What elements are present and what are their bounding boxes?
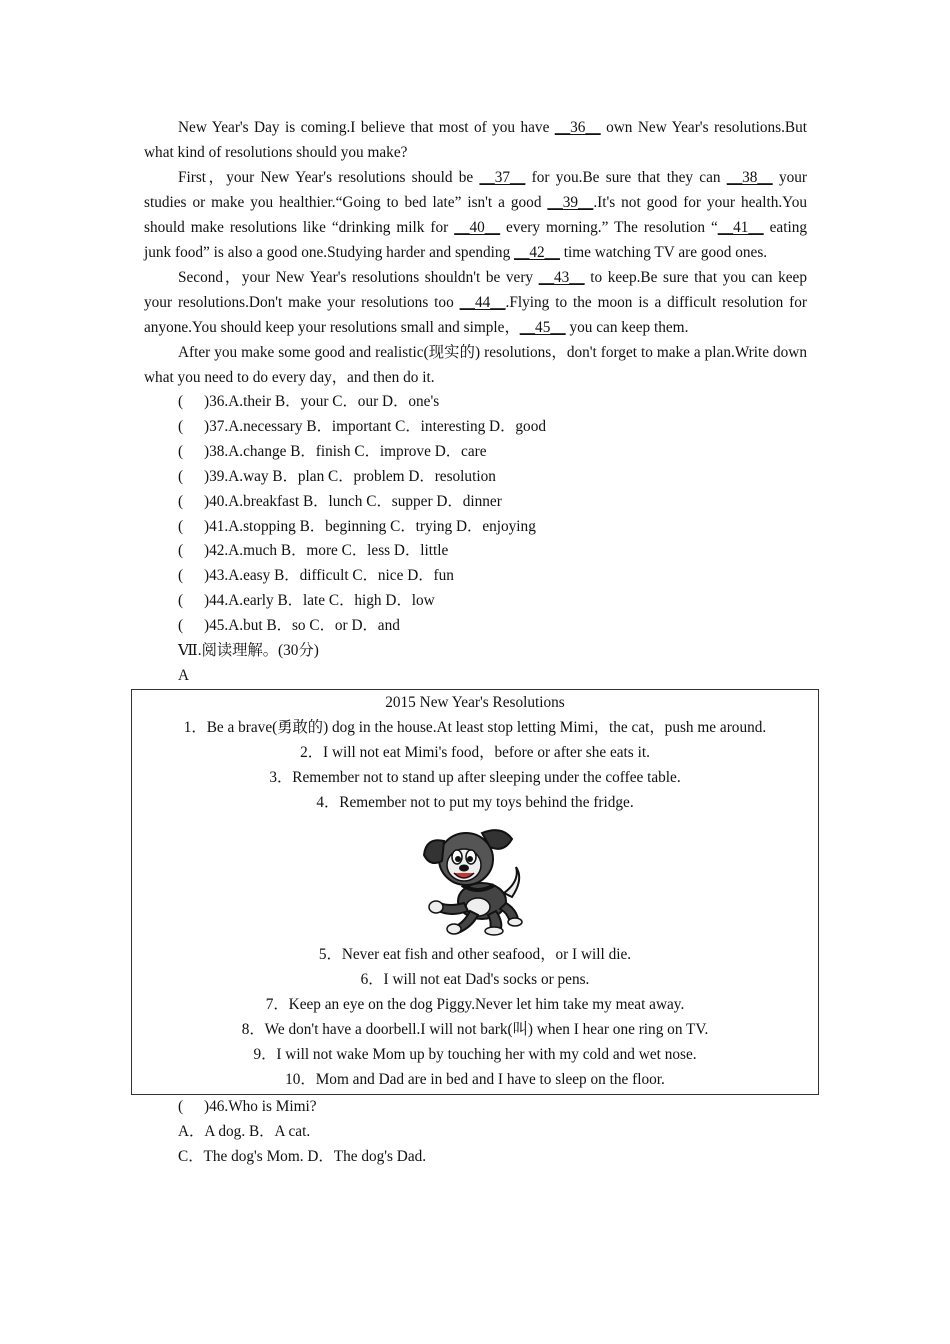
question-text: )44.A.early B．late C．high D．low [204, 592, 435, 610]
text-run: .Flying to the moon is a difficult resolution for anyone.You should keep your resolutions small and simple， [144, 294, 807, 336]
blank-45: __45__ [519, 319, 566, 336]
question-list [144, 390, 807, 639]
text-run: for you.Be sure that they can [525, 169, 727, 186]
cartoon-dog-illustration [420, 823, 530, 937]
resolution-item: 8．We don't have a doorbell.I will not bark(叫) when I hear one ring on TV. [241, 1021, 709, 1039]
question-text: )36.A.their B．your C．our D．one's [204, 393, 440, 410]
text-run: your studies or make you healthier.“Going to bed late” isn't a good [144, 169, 807, 211]
blank-44: __44__ [459, 294, 506, 311]
worksheet-page [144, 115, 807, 1170]
text-run: After you make some good and realistic(现实的) resolutions，don't forget to make a plan.Write down what you need to do every day，and then do it. [144, 344, 807, 386]
question-text: )37.A.necessary B．important C．interesting D．good [204, 417, 546, 435]
resolution-item: 1．Be a brave(勇敢的) dog in the house.At least stop letting Mimi，the cat，push me around. [183, 718, 767, 736]
resolution-item: 7．Keep an eye on the dog Piggy.Never let him take my meat away. [265, 996, 685, 1014]
cloze-paragraph-3 [144, 265, 807, 340]
answer-paren: ( [178, 517, 184, 535]
blank-42: __42__ [514, 244, 560, 261]
blank-41: __41__ [717, 219, 764, 236]
resolution-item: 10．Mom and Dad are in bed and I have to sleep on the floor. [285, 1070, 665, 1088]
answer-paren: ( [178, 492, 184, 510]
question-46-options-cd: C．The dog's Mom. D．The dog's Dad. [178, 1147, 427, 1165]
resolution-item: 5．Never eat fish and other seafood，or I will die. [318, 946, 632, 964]
answer-paren: ( [178, 592, 184, 610]
answer-paren: ( [178, 1097, 184, 1115]
answer-paren: ( [178, 442, 184, 460]
question-text: )40.A.breakfast B．lunch C．supper D．dinner [204, 492, 502, 510]
question-text: )43.A.easy B．difficult C．nice D．fun [204, 567, 454, 585]
text-run: eating junk food” is also a good one.Studying harder and spending [144, 219, 807, 261]
question-44 [144, 589, 807, 614]
cloze-paragraph-4 [144, 340, 807, 390]
question-text: )42.A.much B．more C．less D．little [204, 542, 449, 560]
text-run: time watching TV are good ones. [559, 244, 768, 261]
answer-paren: ( [178, 417, 184, 435]
question-40 [144, 490, 807, 515]
question-46 [144, 1095, 807, 1120]
text-run: own New Year's resolutions.But what kind of resolutions should you make? [144, 119, 807, 161]
resolution-item: 9．I will not wake Mom up by touching her with my cold and wet nose. [253, 1046, 697, 1064]
question-45 [144, 614, 807, 639]
question-38 [144, 440, 807, 465]
text-run: you can keep them. [565, 319, 689, 336]
question-43 [144, 564, 807, 589]
answer-paren: ( [178, 567, 184, 585]
question-text: )39.A.way B．plan C．problem D．resolution [204, 467, 496, 485]
blank-38: __38__ [726, 169, 773, 186]
question-text: )46.Who is Mimi? [204, 1097, 317, 1115]
answer-paren: ( [178, 393, 184, 410]
resolution-item: 3．Remember not to stand up after sleeping under the coffee table. [269, 768, 681, 786]
question-41 [144, 515, 807, 540]
question-text: )45.A.but B．so C．or D．and [204, 617, 400, 635]
resolutions-box [131, 689, 819, 1095]
question-46-options-ab: A．A dog. B．A cat. [178, 1122, 311, 1140]
blank-39: __39__ [547, 194, 594, 211]
text-run: First，your New Year's resolutions should be [178, 169, 480, 186]
text-run: .It's not good for your health.You should make resolutions like “drinking milk for [144, 194, 807, 236]
question-42 [144, 539, 807, 564]
blank-43: __43__ [538, 269, 585, 286]
cloze-paragraph-1 [144, 115, 807, 165]
resolution-item: 2．I will not eat Mimi's food，before or after she eats it. [300, 743, 650, 761]
question-text: )38.A.change B．finish C．improve D．care [204, 442, 487, 460]
box-title: 2015 New Year's Resolutions [385, 693, 565, 711]
answer-paren: ( [178, 617, 184, 635]
resolution-item: 4．Remember not to put my toys behind the fridge. [316, 793, 634, 811]
blank-36: __36__ [554, 119, 601, 136]
text-run: Second，your New Year's resolutions shouldn't be very [178, 269, 539, 286]
text-run: New Year's Day is coming.I believe that most of you have [178, 119, 555, 136]
answer-paren: ( [178, 467, 184, 485]
question-36 [144, 390, 807, 415]
section-title: Ⅶ.阅读理解。(30分) [178, 642, 319, 660]
question-text: )41.A.stopping B．beginning C．trying D．enjoying [204, 517, 536, 535]
question-39 [144, 465, 807, 490]
question-37 [144, 415, 807, 440]
cloze-paragraph-2 [144, 165, 807, 265]
section-part-label: A [178, 666, 190, 684]
resolution-item: 6．I will not eat Dad's socks or pens. [360, 971, 590, 989]
blank-37: __37__ [479, 169, 526, 186]
text-run: to keep.Be sure that you can keep your resolutions.Don't make your resolutions too [144, 269, 807, 311]
blank-40: __40__ [454, 219, 501, 236]
answer-paren: ( [178, 542, 184, 560]
text-run: every morning.” The resolution “ [500, 219, 718, 236]
